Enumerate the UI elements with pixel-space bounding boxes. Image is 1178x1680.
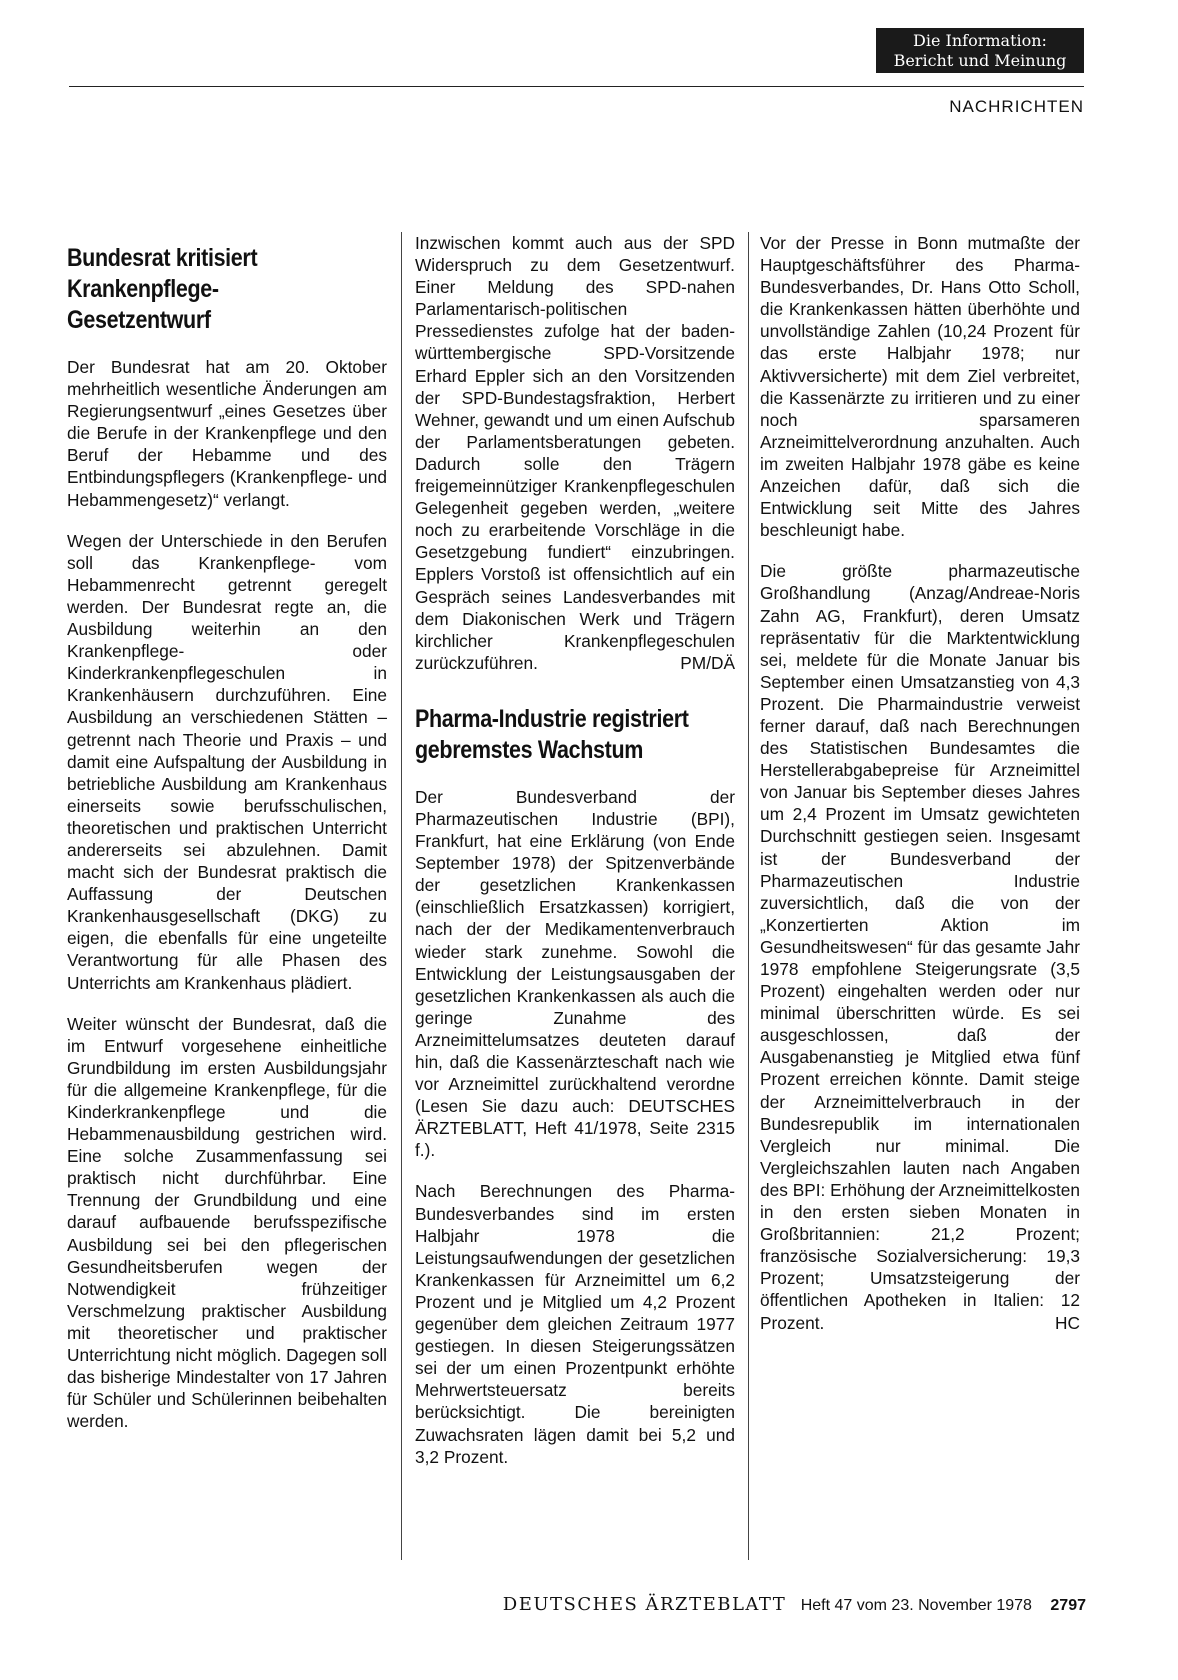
article2-byline: HC bbox=[1055, 1312, 1080, 1333]
page-number: 2797 bbox=[1050, 1597, 1086, 1614]
article2-paragraph bbox=[760, 560, 1080, 1333]
article1-headline: Bundesrat kritisiert Krankenpflege-Gesetzentwurf bbox=[67, 244, 258, 334]
column-divider bbox=[748, 232, 749, 1560]
header-rule bbox=[69, 86, 1084, 87]
article2-paragraph: Der Bundesverband der Pharmazeutischen Industrie (BPI), Frankfurt, hat eine Erklärung (von Ende September 1978) der Spitzenverbände der gesetzlichen Krankenkassen (einschließlich Ersatzkassen) korrigiert, nach der der Medikamentenverbrauch wieder stark zunehme. Sowohl die Entwicklung der Leistungsausgaben der gesetzlichen Krankenkassen als auch die geringe Zunahme des Arzneimittelumsatzes deuteten darauf hin, daß die Kassenärzteschaft nach wie vor Arzneimittel zurückhaltend verordne (Lesen Sie dazu auch: DEUTSCHES ÄRZTEBLATT, Heft 41/1978, Seite 2315 f.). bbox=[415, 786, 735, 1161]
column-3 bbox=[760, 232, 1080, 1353]
badge-line-1: Die Information: bbox=[913, 31, 1047, 50]
section-badge bbox=[876, 28, 1084, 73]
column-1 bbox=[67, 243, 387, 1451]
article2-paragraph: Vor der Presse in Bonn mutmaßte der Hauptgeschäftsführer des Pharma-Bundesverbandes, Dr. Hans Otto Scholl, die Krankenkassen hätten überhöhte und unvollständige Zahlen (10,24 Prozent für das erste Halbjahr 1978; nur Aktivversicherte) mit dem Ziel verbreitet, die Kassenärzte zu irritieren und zu einer noch sparsameren Arzneimittelverordnung anzuhalten. Auch im zweiten Halbjahr 1978 gäbe es keine Anzeichen dafür, daß sich die Entwicklung seit Mitte des Jahres beschleunigt habe. bbox=[760, 233, 1080, 541]
publication-name: DEUTSCHES ÄRZTEBLATT bbox=[502, 1594, 787, 1615]
article1-paragraph: Wegen der Unterschiede in den Berufen soll das Krankenpflege- vom Hebammenrecht getrennt geregelt werden. Der Bundesrat regte an, die Ausbildung weiterhin an den Krankenpflege- oder Kinderkrankenpflegeschulen in Krankenhäusern durchzuführen. Eine Ausbildung an verschiedenen Stätten – getrennt nach Theorie und Praxis – und damit eine Aufspaltung der Ausbildung in betriebliche Ausbildung am Krankenhaus einerseits sowie berufsschulischen, theoretischen und praktischen Unterricht andererseits sei abzulehnen. Damit macht sich der Bundesrat praktisch die Auffassung der Deutschen Krankenhausgesellschaft (DKG) zu eigen, die ebenfalls für eine ungeteilte Verantwortung für alle Phasen des Unterrichts am Krankenhaus plädiert. bbox=[67, 530, 387, 993]
column-2 bbox=[415, 232, 735, 1487]
article1-paragraph bbox=[415, 232, 735, 674]
article2-paragraph-text: Die größte pharmazeutische Großhandlung (Anzag/Andreae-Noris Zahn AG, Frankfurt), deren Umsatz repräsentativ für die Marktentwicklung sei, meldete für die Monate Januar bis September einen Umsatzanstieg von 4,3 Prozent. Die Pharmaindustrie verweist ferner darauf, daß nach Berechnungen des Statistischen Bundesamtes die Herstellerabgabepreise für Arzneimittel von Januar bis September dieses Jahres um 2,4 Prozent im Umsatz gewichteten Durchschnitt gestiegen seien. Insgesamt ist der Bundesverband der Pharmazeutischen Industrie zuversichtlich, daß die von der „Konzertierten Aktion im Gesundheitswesen“ für das gesamte Jahr 1978 empfohlene Steigerungsrate (3,5 Prozent) eingehalten werden oder nur minimal überschritten würde. Es sei ausgeschlossen, daß der Ausgabenanstieg je Mitglied etwa fünf Prozent erreichen könnte. Damit steige der Arzneimittelverbrauch in der Bundesrepublik im internationalen Vergleich nur minimal. Die Vergleichszahlen lauten nach Angaben des BPI: Erhöhung der Arzneimittelkosten in den ersten sieben Monaten in Großbritannien: 21,2 Prozent; französische Sozialversicherung: 19,3 Prozent; Umsatzsteigerung der öffentlichen Apotheken in Italien: 12 Prozent. bbox=[760, 561, 1080, 1333]
section-label: NACHRICHTEN bbox=[949, 97, 1084, 116]
page-footer bbox=[0, 1594, 1086, 1615]
article1-paragraph: Der Bundesrat hat am 20. Oktober mehrheitlich wesentliche Änderungen am Regierungsentwurf „eines Gesetzes über die Berufe in der Krankenpflege und den Beruf der Hebamme und des Entbindungspflegers (Krankenpflege- und Hebammengesetz)“ verlangt. bbox=[67, 357, 387, 510]
article2-paragraph: Nach Berechnungen des Pharma-Bundesverbandes sind im ersten Halbjahr 1978 die Leistungsaufwendungen der gesetzlichen Krankenkassen für Arzneimittel um 6,2 Prozent und je Mitglied um 4,2 Prozent gegenüber dem gleichen Zeitraum 1977 gestiegen. In diesen Steigerungssätzen sei der um einen Prozentpunkt erhöhte Mehrwertsteuersatz bereits berücksichtigt. Die bereinigten Zuwachsraten lägen damit bei 5,2 und 3,2 Prozent. bbox=[415, 1181, 735, 1467]
article1-byline: PM/DÄ bbox=[680, 652, 735, 673]
badge-line-2: Bericht und Meinung bbox=[893, 51, 1067, 70]
article1-paragraph: Weiter wünscht der Bundesrat, daß die im Entwurf vorgesehene einheitliche Grundbildung im ersten Ausbildungsjahr für die allgemeine Krankenpflege, für die Kinderkrankenpflege und die Hebammenausbildung gestrichen wird. Eine solche Zusammenfassung sei praktisch nicht durchführbar. Eine Trennung der Grundbildung und eine darauf aufbauende berufsspezifische Ausbildung sei bei den pflegerischen Gesundheitsberufen wegen der Notwendigkeit frühzeitiger Verschmelzung praktischer Ausbildung mit theoretischer und praktischer Unterrichtung nicht möglich. Dagegen soll das bisherige Mindestalter von 17 Jahren für Schüler und Schülerinnen beibehalten werden. bbox=[67, 1013, 387, 1432]
article2-headline: Pharma-Industrie registriert gebremstes Wachstum bbox=[415, 704, 689, 764]
article1-paragraph-text: Inzwischen kommt auch aus der SPD Widerspruch zu dem Gesetzentwurf. Einer Meldung des SPD-nahen Parlamentarisch-politischen Pressedienstes zufolge hat der baden-württembergische SPD-Vorsitzende Erhard Eppler sich an den Vorsitzenden der SPD-Bundestagsfraktion, Herbert Wehner, gewandt und um einen Aufschub der Parlamentsberatungen gebeten. Dadurch solle den Trägern freigemeinnütziger Krankenpflegeschulen Gelegenheit gegeben werden, „weitere noch zu erarbeitende Vorschläge in die Gesetzgebung fundiert“ einzubringen. Epplers Vorstoß ist offensichtlich auf ein Gespräch seines Landesverbandes mit dem Diakonischen Werk und Trägern kirchlicher Krankenpflegeschulen zurückzuführen. bbox=[415, 233, 735, 673]
column-divider bbox=[401, 232, 402, 1560]
issue-info: Heft 47 vom 23. November 1978 bbox=[800, 1597, 1032, 1614]
